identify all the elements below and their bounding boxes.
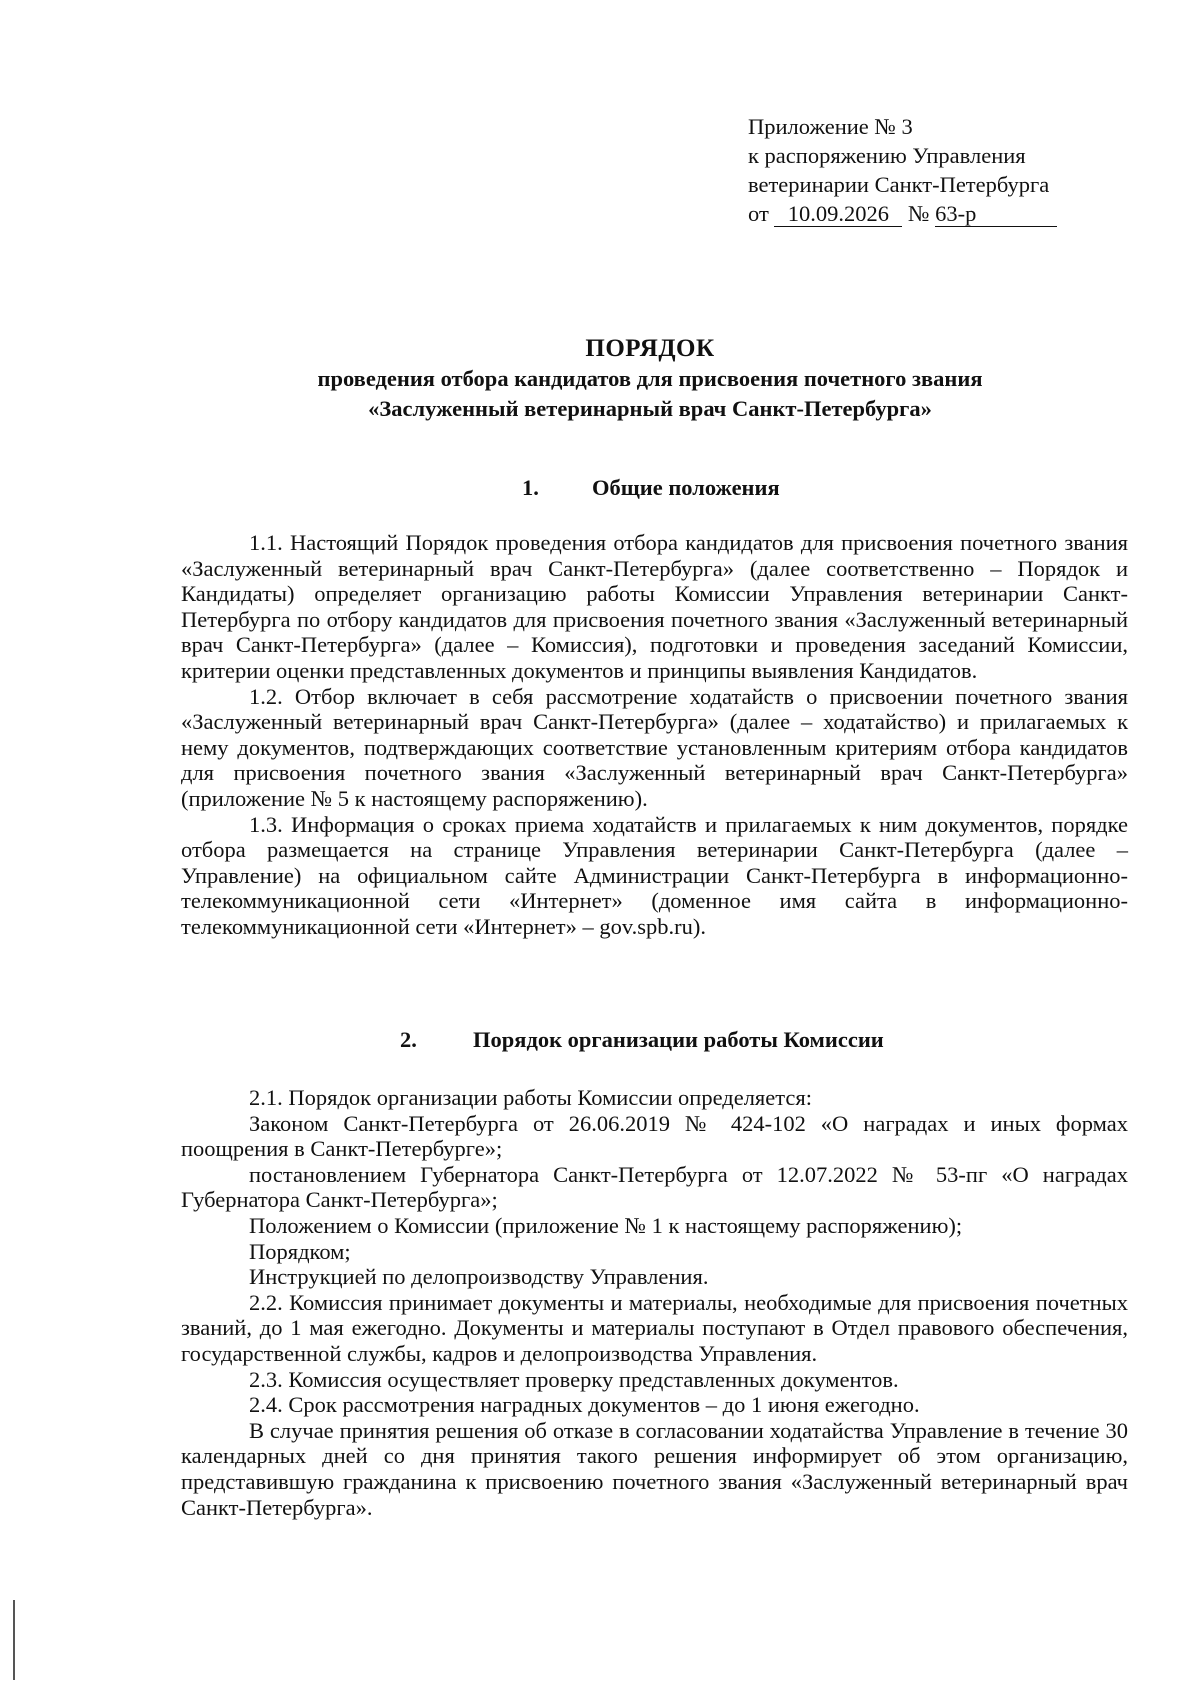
title-honor-name: «Заслуженный ветеринарный врач Санкт-Петербурга»	[368, 396, 932, 421]
paragraph-2-1-regulation: Положением о Комиссии (приложение № 1 к настоящему распоряжению);	[249, 1212, 963, 1238]
number-prefix: №	[908, 201, 930, 226]
order-date: 10.09.2026	[774, 202, 902, 227]
section-2-heading	[400, 1025, 884, 1055]
document-title	[0, 334, 1200, 424]
paragraph-2-1-decree: постановлением Губернатора Санкт-Петербурга от 12.07.2022 № 53-пг «О наградах Губернатора Санкт-Петербурга»;	[181, 1161, 1128, 1213]
title-main: ПОРЯДОК	[585, 335, 715, 362]
paragraph-2-3: 2.3. Комиссия осуществляет проверку представленных документов.	[249, 1366, 899, 1392]
section-1-body	[181, 530, 1128, 940]
appendix-authority: ветеринарии Санкт-Петербурга	[748, 172, 1050, 197]
paragraph-2-4-refusal: В случае принятия решения об отказе в согласовании ходатайства Управление в течение 30 календарных дней со дня принятия такого решения информирует об этом организацию, представившую гражданина к присвоению почетного звания «Заслуженный ветеринарный врач Санкт-Петербурга».	[181, 1417, 1128, 1520]
paragraph-2-1-instruction: Инструкцией по делопроизводству Управления.	[249, 1264, 709, 1290]
paragraph-2-1-procedure: Порядком;	[249, 1238, 351, 1264]
paragraph-1-2: 1.2. Отбор включает в себя рассмотрение ходатайств о присвоении почетного звания «Заслуженный ветеринарный врач Санкт-Петербурга» (далее – ходатайство) и прилагаемых к нему документов, подтверждающих соответствие установленным критериям отбора кандидатов для присвоения почетного звания «Заслуженный ветеринарный врач Санкт-Петербурга» (приложение № 5 к настоящему распоряжению).	[181, 683, 1128, 811]
section-2-title: Порядок организации работы Комиссии	[473, 1027, 884, 1052]
paragraph-1-3: 1.3. Информация о сроках приема ходатайств и прилагаемых к ним документов, порядке отбора размещается на странице Управления ветеринарии Санкт-Петербурга (далее – Управление) на официальном сайте Администрации Санкт-Петербурга в информационно-телекоммуникационной сети «Интернет» (доменное имя сайта в информационно-телекоммуникационной сети «Интернет» – gov.spb.ru).	[181, 811, 1128, 939]
section-2-body	[181, 1085, 1128, 1520]
section-2-number: 2.	[400, 1027, 417, 1052]
scan-margin-mark	[13, 1600, 15, 1680]
section-1-number: 1.	[522, 475, 539, 500]
section-1-title: Общие положения	[592, 475, 780, 500]
paragraph-1-1: 1.1. Настоящий Порядок проведения отбора кандидатов для присвоения почетного звания «Заслуженный ветеринарный врач Санкт-Петербурга» (далее соответственно – Порядок и Кандидаты) определяет организацию работы Комиссии Управления ветеринарии Санкт-Петербурга по отбору кандидатов для присвоения почетного звания «Заслуженный ветеринарный врач Санкт-Петербурга» (далее – Комиссия), подготовки и проведения заседаний Комиссии, критерии оценки представленных документов и принципы выявления Кандидатов.	[181, 530, 1128, 683]
appendix-number: Приложение № 3	[748, 114, 913, 139]
paragraph-2-1: 2.1. Порядок организации работы Комиссии определяется:	[249, 1085, 812, 1110]
order-number: 63-р	[935, 202, 1057, 227]
appendix-order-ref: к распоряжению Управления	[748, 143, 1026, 168]
date-prefix: от	[748, 201, 769, 226]
paragraph-2-1-law: Законом Санкт-Петербурга от 26.06.2019 № 424-102 «О наградах и иных формах поощрения в Санкт-Петербурге»;	[181, 1110, 1128, 1162]
paragraph-2-4: 2.4. Срок рассмотрения наградных документов – до 1 июня ежегодно.	[249, 1392, 920, 1418]
appendix-header	[748, 112, 1108, 228]
title-subtitle: проведения отбора кандидатов для присвоения почетного звания	[317, 366, 983, 391]
paragraph-2-2: 2.2. Комиссия принимает документы и материалы, необходимые для присвоения почетных званий, до 1 мая ежегодно. Документы и материалы поступают в Отдел правового обеспечения, государственной службы, кадров и делопроизводства Управления.	[181, 1289, 1128, 1366]
appendix-date-line	[748, 199, 1108, 228]
section-1-heading	[522, 473, 780, 503]
